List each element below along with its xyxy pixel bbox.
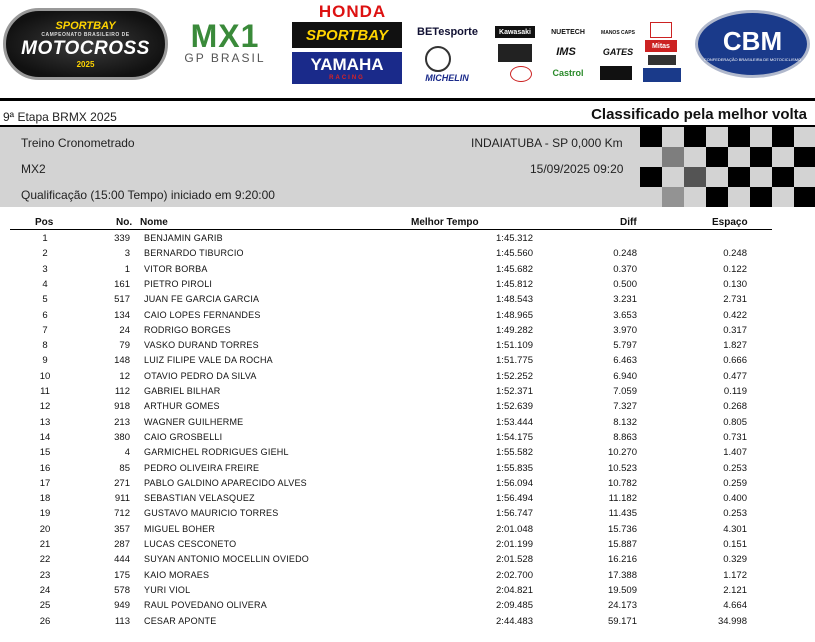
cell-best: 2:01.528 (496, 554, 533, 566)
cbm-logo: CBM CONFEDERAÇÃO BRASILEIRA DE MOTOCICLISMO (695, 10, 810, 78)
cell-no: 918 (114, 401, 130, 413)
cell-gap: 0.248 (723, 248, 747, 260)
cell-pos: 4 (42, 278, 48, 290)
cell-pos: 9 (42, 355, 48, 367)
cell-best: 1:54.175 (496, 431, 533, 443)
cell-diff: 10.782 (607, 477, 637, 489)
betesporte-logo: BETesporte (417, 26, 478, 38)
checkered-flag-icon (640, 127, 815, 207)
session-datetime: 15/09/2025 09:20 (530, 162, 624, 176)
cell-name: SEBASTIAN VELASQUEZ (144, 493, 255, 504)
cell-name: RODRIGO BORGES (144, 324, 231, 335)
cell-diff: 7.059 (613, 386, 637, 397)
cell-no: 175 (114, 569, 130, 581)
table-row (0, 355, 815, 370)
cell-gap: 0.151 (723, 539, 747, 550)
cell-name: BENJAMIN GARIB (144, 233, 223, 243)
cell-name: JUAN FE GARCIA GARCIA (144, 294, 260, 305)
col-header-diff: Diff (620, 217, 637, 228)
cell-diff: 16.216 (607, 554, 637, 566)
cell-name: ARTHUR GOMES (144, 401, 220, 412)
cell-no: 161 (114, 278, 130, 290)
cell-best: 1:53.444 (496, 416, 533, 428)
cell-no: 12 (119, 370, 130, 382)
cell-name: YURI VIOL (144, 584, 191, 595)
cell-pos: 13 (39, 416, 51, 428)
cell-best: 1:52.639 (496, 401, 533, 413)
cell-no: 79 (119, 340, 130, 352)
cell-best: 1:45.560 (496, 248, 533, 260)
cell-no: 24 (119, 324, 130, 336)
table-row (0, 340, 815, 355)
cell-diff: 10.270 (607, 447, 637, 459)
cell-gap: 2.121 (723, 584, 747, 596)
castrol-logo: Castrol (552, 68, 584, 78)
cell-gap: 1.172 (723, 569, 747, 581)
cell-gap: 0.130 (723, 278, 747, 290)
cell-no: 271 (114, 477, 130, 489)
cell-best: 1:56.494 (496, 493, 533, 505)
table-row (0, 508, 815, 523)
table-row (0, 432, 815, 447)
table-row (0, 386, 815, 401)
cell-diff: 3.653 (613, 309, 637, 321)
cell-best: 1:45.812 (496, 278, 533, 290)
cell-diff: 24.173 (607, 600, 637, 612)
cell-name: SUYAN ANTONIO MOCELLIN OVIEDO (144, 554, 310, 565)
table-row (0, 463, 815, 478)
table-row (0, 417, 815, 432)
cell-name: LUIZ FILIPE VALE DA ROCHA (144, 355, 273, 366)
cell-pos: 11 (40, 386, 50, 397)
table-row (0, 371, 815, 386)
cell-gap: 0.259 (723, 477, 747, 489)
cell-pos: 18 (39, 493, 51, 505)
cell-diff: 5.797 (613, 340, 637, 352)
cell-pos: 3 (42, 263, 48, 275)
brand-badge-icon (600, 66, 632, 80)
cell-best: 1:56.094 (496, 477, 533, 489)
cell-name: BERNARDO TIBURCIO (144, 248, 244, 259)
cell-pos: 14 (39, 431, 51, 443)
cell-diff: 10.523 (607, 462, 637, 474)
cell-best: 1:48.965 (496, 309, 533, 321)
table-row (0, 600, 815, 615)
cell-diff: 19.509 (607, 584, 637, 596)
yamaha-logo: YAMAHA RACING (292, 52, 402, 84)
cell-gap: 0.477 (723, 370, 747, 382)
cell-pos: 17 (39, 477, 51, 489)
cell-pos: 24 (39, 584, 51, 596)
table-row (0, 616, 815, 631)
cell-no: 712 (114, 508, 130, 520)
cell-no: 4 (124, 447, 130, 459)
col-header-pos: Pos (35, 217, 54, 228)
cell-diff: 8.132 (613, 416, 637, 428)
kawasaki-logo: Kawasaki (495, 26, 535, 38)
cell-pos: 19 (39, 508, 51, 520)
cell-pos: 26 (39, 615, 51, 627)
mx1-gp-brasil-logo: MX1 GP BRASIL (184, 18, 266, 65)
cell-best: 2:02.700 (496, 569, 533, 581)
cell-gap: 0.731 (723, 431, 747, 443)
table-row (0, 493, 815, 508)
cell-name: LUCAS CESCONETO (144, 539, 237, 549)
table-row (0, 524, 815, 539)
cell-pos: 6 (42, 309, 48, 321)
cell-gap: 0.119 (723, 386, 747, 397)
cell-gap: 0.329 (723, 554, 747, 566)
cell-gap: 4.301 (723, 523, 747, 535)
cell-name: WAGNER GUILHERME (144, 416, 244, 427)
cell-diff: 6.940 (613, 370, 637, 382)
cell-diff: 59.171 (607, 615, 637, 627)
cell-best: 1:45.682 (496, 263, 533, 275)
cell-diff: 0.370 (613, 263, 637, 275)
boots-badge-icon (498, 44, 532, 62)
cell-name: GUSTAVO MAURICIO TORRES (144, 508, 279, 519)
col-header-name: Nome (140, 217, 168, 228)
col-header-gap: Espaço (712, 217, 748, 228)
cell-no: 578 (114, 584, 130, 596)
cell-best: 1:49.282 (496, 324, 533, 336)
cell-best: 1:55.582 (496, 447, 533, 459)
sportbay-logo: SPORTBAY (292, 22, 402, 48)
round-emblem-icon (510, 66, 532, 82)
event-title: 9ª Etapa BRMX 2025 (3, 110, 117, 124)
cell-pos: 25 (39, 600, 51, 612)
table-row (0, 570, 815, 585)
table-row (0, 585, 815, 600)
cell-name: RAUL POVEDANO OLIVERA (144, 600, 267, 611)
cell-diff: 0.500 (613, 278, 637, 290)
table-row (0, 447, 815, 462)
shield-emblem-icon (650, 22, 672, 38)
cell-gap: 0.666 (723, 355, 747, 367)
brand-badge-3-icon (643, 68, 681, 82)
cell-pos: 23 (39, 569, 51, 581)
cell-no: 1 (124, 263, 130, 275)
cell-pos: 16 (39, 462, 51, 474)
cell-no: 339 (114, 233, 130, 244)
cell-gap: 1.827 (723, 340, 747, 352)
cell-pos: 8 (42, 340, 48, 352)
col-header-best-time: Melhor Tempo (411, 217, 479, 228)
header-top-rule (0, 98, 815, 101)
cell-name: PIETRO PIROLI (144, 278, 213, 289)
honda-logo: HONDA (318, 2, 387, 21)
cell-name: OTAVIO PEDRO DA SILVA (144, 370, 257, 381)
cell-diff: 15.736 (607, 523, 637, 535)
cell-best: 1:51.775 (496, 355, 533, 367)
cell-diff: 17.388 (607, 569, 637, 581)
cell-pos: 1 (42, 233, 48, 244)
cell-name: CAIO LOPES FERNANDES (144, 309, 261, 320)
cell-gap: 2.731 (723, 294, 747, 306)
cell-name: VITOR BORBA (144, 263, 208, 274)
cell-gap: 4.664 (723, 600, 747, 612)
cell-no: 148 (114, 355, 130, 367)
cell-name: PABLO GALDINO APARECIDO ALVES (144, 477, 307, 488)
cell-name: CAIO GROSBELLI (144, 431, 223, 442)
cell-gap: 0.253 (723, 508, 747, 520)
table-row (0, 294, 815, 309)
cell-best: 2:04.821 (496, 584, 533, 596)
cell-best: 2:44.483 (496, 615, 533, 627)
table-row (0, 325, 815, 340)
cell-no: 444 (114, 554, 130, 566)
circle-emblem-icon (425, 46, 451, 72)
cell-gap: 0.122 (723, 263, 747, 275)
table-row (0, 233, 815, 248)
table-row (0, 478, 815, 493)
location: INDAIATUBA - SP 0,000 Km (471, 136, 623, 150)
cell-no: 134 (114, 309, 130, 321)
cell-name: KAIO MORAES (144, 569, 210, 580)
cell-best: 2:01.048 (496, 523, 533, 535)
cell-no: 112 (114, 386, 130, 397)
table-row (0, 264, 815, 279)
category: MX2 (21, 162, 46, 176)
cell-no: 287 (114, 539, 130, 550)
cell-gap: 0.317 (723, 324, 747, 336)
cell-best: 1:56.747 (496, 508, 533, 520)
cell-pos: 7 (42, 324, 48, 336)
table-row (0, 401, 815, 416)
cell-name: PEDRO OLIVEIRA FREIRE (144, 462, 260, 473)
mitas-logo: Mitas (645, 40, 677, 52)
cell-diff: 7.327 (613, 401, 637, 413)
cell-diff: 11.182 (608, 493, 637, 505)
cell-no: 85 (119, 462, 130, 474)
cell-name: CESAR APONTE (144, 615, 217, 626)
col-header-no: No. (116, 217, 133, 228)
ims-logo: IMS (556, 46, 576, 58)
cell-best: 1:51.109 (496, 340, 533, 352)
cell-diff: 11.435 (608, 508, 637, 520)
cell-no: 911 (114, 493, 130, 505)
cell-best: 1:55.835 (496, 462, 533, 474)
motocross-logo: SPORTBAY CAMPEONATO BRASILEIRO DE MOTOCROSS 2025 (3, 8, 168, 80)
manos-caps-logo: MANOS CAPS (601, 30, 635, 36)
table-row (0, 248, 815, 263)
cell-gap: 0.253 (723, 462, 747, 474)
cell-diff: 6.463 (613, 355, 637, 367)
cell-no: 517 (114, 294, 130, 306)
cell-pos: 10 (39, 370, 51, 382)
cell-gap: 0.422 (723, 309, 747, 321)
cell-diff: 3.970 (613, 324, 637, 336)
cell-best: 2:01.199 (496, 539, 533, 550)
cell-name: MIGUEL BOHER (144, 523, 216, 534)
cell-name: GABRIEL BILHAR (144, 386, 221, 396)
classification-title: Classificado pela melhor volta (591, 106, 807, 123)
cell-pos: 2 (42, 248, 48, 260)
cell-gap: 0.400 (723, 493, 747, 505)
cell-pos: 21 (39, 539, 51, 550)
cell-no: 949 (114, 600, 130, 612)
table-row (0, 279, 815, 294)
cell-pos: 22 (39, 554, 51, 566)
cell-diff: 15.887 (607, 539, 637, 550)
cell-pos: 5 (42, 294, 48, 306)
cell-diff: 3.231 (613, 294, 637, 306)
session-name: Treino Cronometrado (21, 136, 135, 150)
cell-best: 1:52.371 (496, 386, 533, 397)
cell-gap: 1.407 (723, 447, 747, 459)
cell-pos: 20 (39, 523, 51, 535)
cell-best: 1:52.252 (496, 370, 533, 382)
table-row (0, 539, 815, 554)
table-row (0, 554, 815, 569)
cell-best: 1:48.543 (496, 294, 533, 306)
cell-name: VASKO DURAND TORRES (144, 340, 259, 351)
gates-logo: GATES (602, 47, 634, 57)
brand-badge-2-icon (648, 55, 676, 65)
cell-diff: 8.863 (613, 431, 637, 443)
table-header-rule (10, 229, 772, 230)
cell-diff: 0.248 (613, 248, 637, 260)
cell-pos: 15 (39, 447, 51, 459)
cell-gap: 0.268 (723, 401, 747, 413)
cell-gap: 34.998 (717, 615, 747, 627)
cell-best: 2:09.485 (496, 600, 533, 612)
cell-no: 357 (114, 523, 130, 535)
cell-best: 1:45.312 (496, 233, 533, 244)
michelin-logo: MICHELIN (425, 73, 469, 83)
cell-gap: 0.805 (723, 416, 747, 428)
cell-no: 3 (124, 248, 130, 260)
nuetech-logo: NUETECH (551, 28, 585, 36)
sponsor-banner (0, 0, 815, 90)
cell-no: 113 (114, 615, 130, 627)
cell-pos: 12 (39, 401, 51, 413)
cell-no: 213 (114, 416, 130, 428)
table-row (0, 310, 815, 325)
cell-name: GARMICHEL RODRIGUES GIEHL (144, 447, 289, 458)
cell-no: 380 (114, 431, 130, 443)
qualification-info: Qualificação (15:00 Tempo) iniciado em 9:20:00 (21, 188, 275, 202)
